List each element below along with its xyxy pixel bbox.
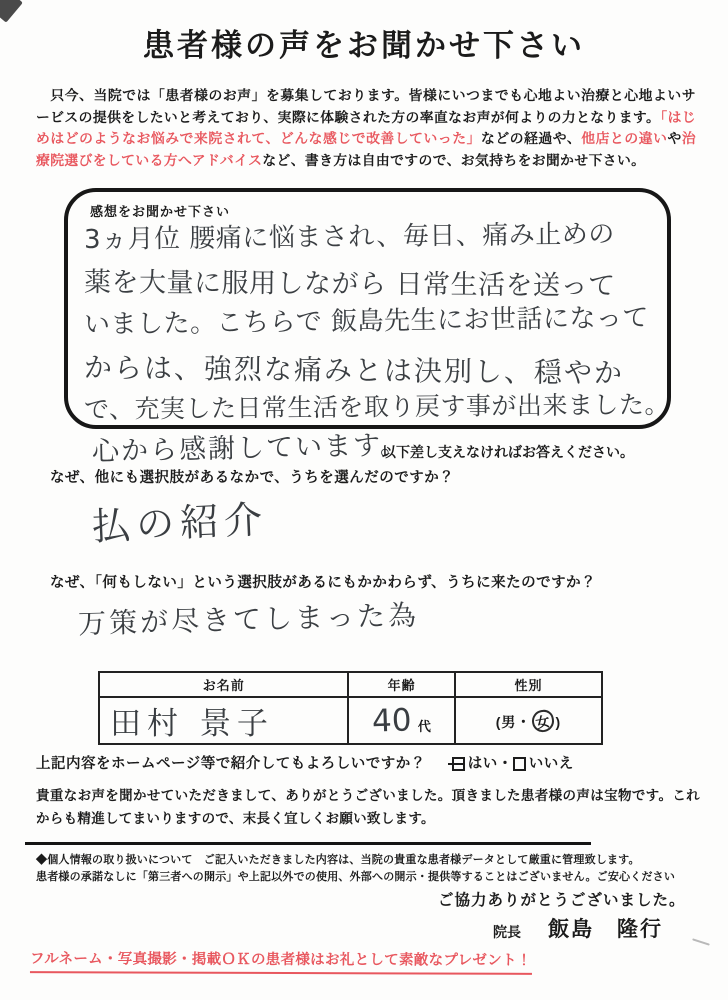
intro-segment: など、書き方は自由ですので、お気持ちをお聞かせ下さい。 (262, 152, 646, 168)
handwritten-answer-2: 万策が尽きてしまった為 (77, 598, 420, 641)
director-title-label: 院長 (493, 924, 521, 940)
patient-info-table (98, 671, 603, 745)
handwritten-line: 3ヵ月位 腰痛に悩まされ、毎日、痛み止めの (83, 219, 616, 255)
consent-option-no-label: いいえ (528, 756, 574, 772)
table-header-row (99, 672, 602, 697)
header-name: お名前 (99, 672, 348, 697)
feedback-comment-box (64, 188, 671, 429)
gender-prefix: (男・ (495, 713, 532, 730)
header-age: 年齢 (348, 672, 455, 697)
consent-separator: ・ (497, 756, 513, 772)
gender-suffix: ) (555, 713, 562, 730)
director-name: 飯島 隆行 (548, 918, 663, 941)
checkbox-no (513, 757, 526, 771)
feedback-box-label: 感想をお聞かせ下さい (90, 204, 231, 219)
question-why-choose-us: なぜ、他にも選択肢があるなかで、うちを選んだのですか？ (50, 470, 455, 486)
closing-thanks-text: ご協力ありがとうございました。 (438, 892, 686, 909)
name-cell (99, 697, 348, 744)
privacy-line: 患者様の承諾なしに「第三者への開示」や上記以外での使用、外部への開示・提供等することはございません。ご安心ください (36, 870, 676, 883)
intro-segment-highlight: 他店との違い (581, 131, 668, 147)
scan-scratch-artifact (692, 938, 710, 945)
privacy-notice (36, 852, 706, 885)
privacy-line: ◆個人情報の取り扱いについて ご記入いただきました内容は、当院の貴重な患者様データとして厳重に管理致します。 (36, 854, 640, 866)
publish-consent-row (36, 752, 574, 773)
handwritten-answer-1: 払の紹介 (91, 497, 270, 549)
intro-segment-highlight: 治療院選びをしている方へアドバイス (36, 131, 697, 168)
handwritten-line-overflow: 心から感謝しています。 (91, 429, 410, 468)
handwritten-feedback (83, 219, 671, 432)
handwritten-line: からは、強烈な痛みとは決別し、穏やか (83, 350, 625, 390)
handwritten-line: いました。こちらで 飯島先生にお世話になって (83, 303, 650, 340)
header-gender: 性別 (455, 672, 602, 697)
consent-question: 上記内容をホームページ等で紹介してもよろしいですか？ (36, 756, 426, 772)
present-promo-text: フルネーム・写真撮影・掲載ＯＫの患者様はお礼として素敵なプレゼント！ (30, 947, 532, 975)
intro-segment: などの経過や、 (480, 131, 582, 147)
gratitude-paragraph: 貴重なお声を聞かせていただきまして、ありがとうございました。頂きました患者様の声は宝物です。これからも精進してまいりますので、末長く宜しくお願い致します。 (36, 788, 700, 826)
intro-paragraph (36, 85, 696, 171)
question-why-come-here: なぜ、「何もしない」という選択肢があるにもかかわらず、うちに来たのですか？ (50, 575, 597, 591)
age-cell (348, 697, 455, 744)
page-title: 患者様の声をお聞かせ下さい (143, 28, 585, 63)
handwritten-name: 田村 景子 (110, 706, 274, 742)
gender-circled-female: 女 (531, 708, 556, 733)
gender-cell (455, 697, 602, 744)
checkbox-yes (452, 757, 465, 771)
handwritten-line: 薬を大量に服用しながら 日常生活を送って (83, 266, 616, 302)
intro-segment: や (667, 131, 682, 147)
optional-answer-note: 以下差し支えなければお答えください。 (382, 444, 634, 460)
handwritten-age: 40 (371, 701, 413, 740)
age-suffix: 代 (417, 718, 431, 734)
intro-segment: 只今、当院では「患者様のお声」を募集しております。皆様にいつまでも心地よい治療と心地よいサービスの提供をしたいと考えており、実際に体験された方の率直なお声が何よりの力となります。 (36, 88, 696, 125)
table-value-row (99, 697, 602, 744)
handwritten-line: で、充実した日常生活を取り戻す事が出来ました。 (83, 389, 671, 424)
section-divider-line (25, 842, 591, 845)
intro-segment-highlight: 「はじめはどのようなお悩みで来院されて、どんな感じで改善していった」 (36, 109, 696, 147)
consent-option-yes-label: はい (467, 756, 498, 772)
